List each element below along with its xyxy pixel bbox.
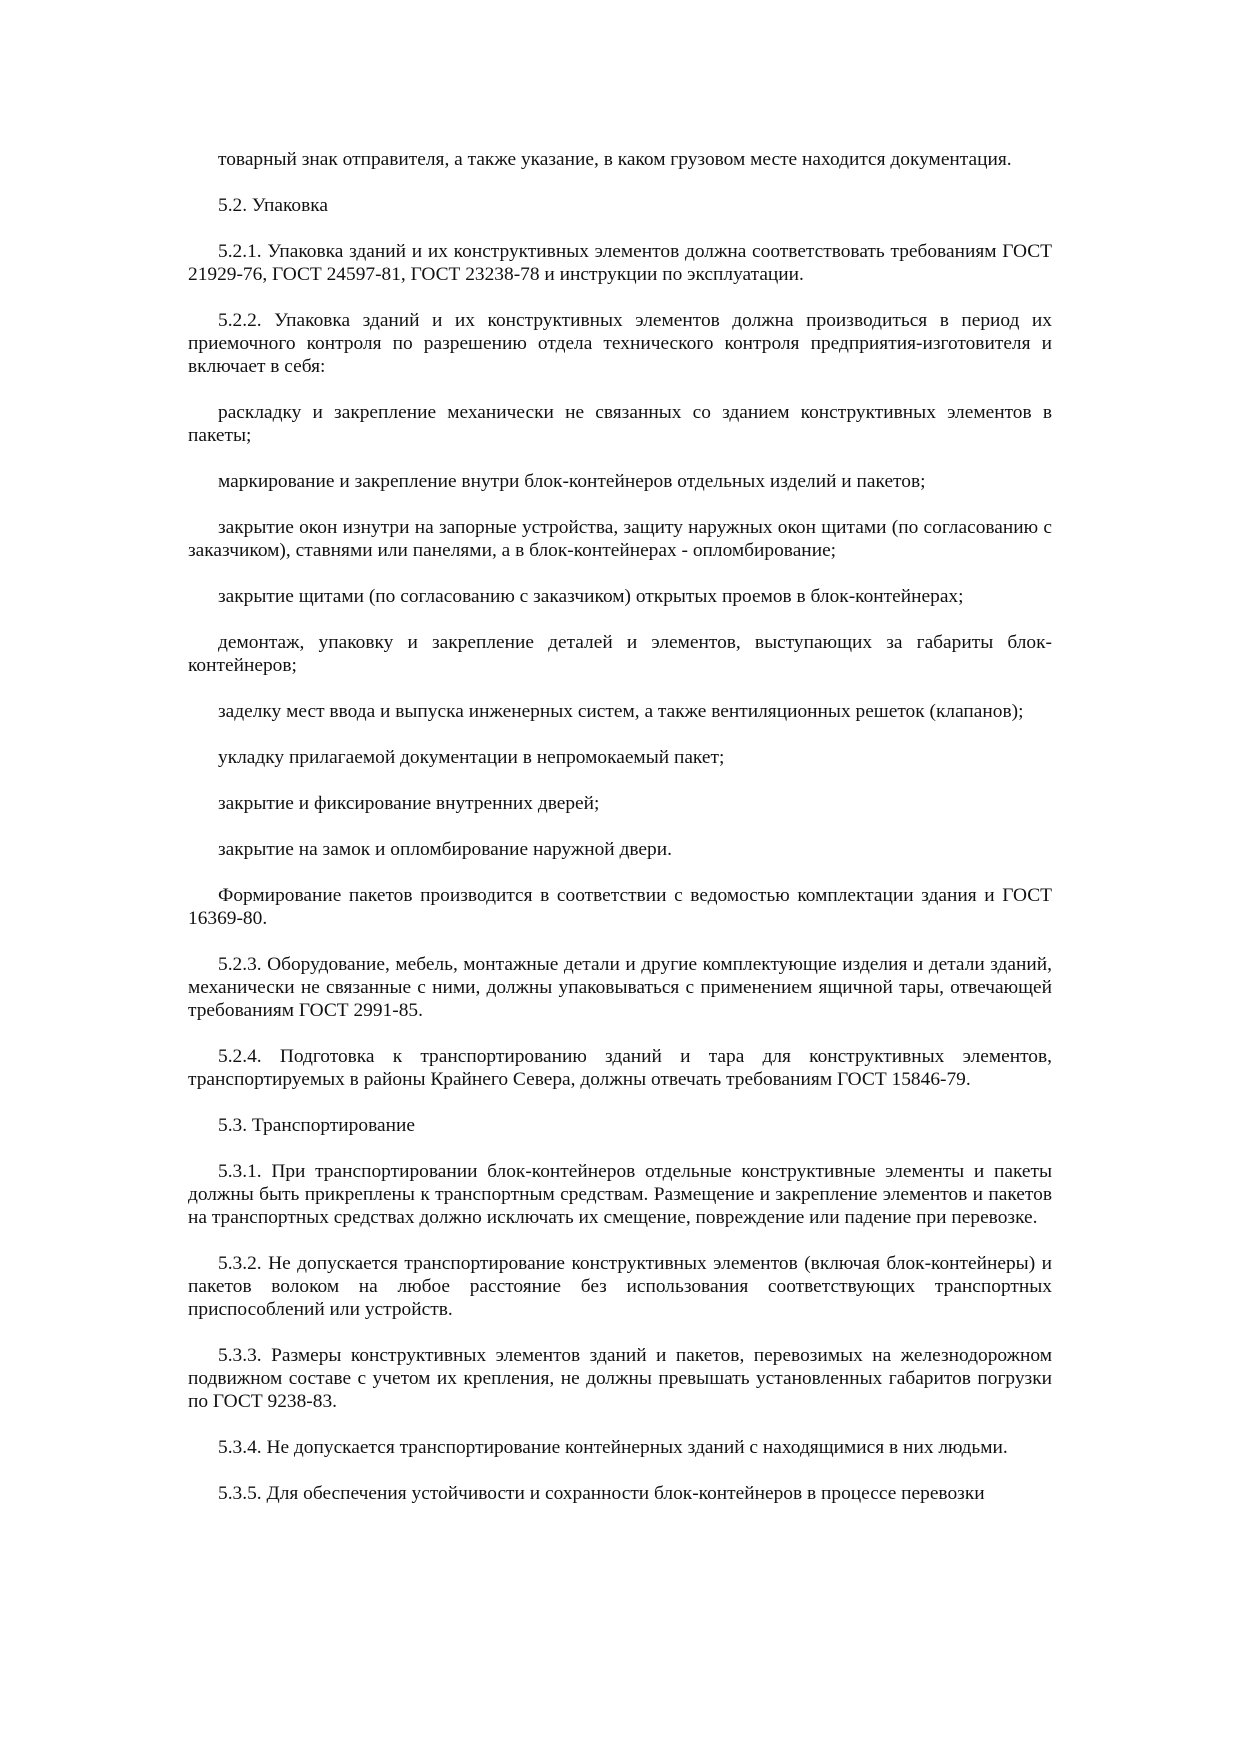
- paragraph-5-3-3: 5.3.3. Размеры конструктивных элементов зданий и пакетов, перевозимых на железнодорожном подвижном составе с учетом их крепления, не должны превышать установленных габаритов погрузки по ГОСТ 9238-83.: [188, 1345, 1052, 1412]
- paragraph-5-3-2: 5.3.2. Не допускается транспортирование конструктивных элементов (включая блок-контейнеры) и пакетов волоком на любое расстояние без использования соответствующих транспортных приспособлений или устройств.: [188, 1253, 1052, 1320]
- paragraph-5-2-2: 5.2.2. Упаковка зданий и их конструктивных элементов должна производиться в период их приемочного контроля по разрешению отдела технического контроля предприятия-изготовителя и включает в себя:: [188, 310, 1052, 377]
- list-item: закрытие на замок и опломбирование наружной двери.: [218, 839, 672, 860]
- paragraph-5-3-4: 5.3.4. Не допускается транспортирование контейнерных зданий с находящимися в них людьми.: [218, 1437, 1008, 1458]
- paragraph-packet-forming: Формирование пакетов производится в соответствии с ведомостью комплектации здания и ГОСТ 16369-80.: [188, 885, 1052, 929]
- list-item: маркирование и закрепление внутри блок-контейнеров отдельных изделий и пакетов;: [218, 471, 926, 492]
- list-item: закрытие и фиксирование внутренних дверей;: [218, 793, 600, 814]
- paragraph-5-2-4: 5.2.4. Подготовка к транспортированию зданий и тара для конструктивных элементов, транспортируемых в районы Крайнего Севера, должны отвечать требованиям ГОСТ 15846-79.: [188, 1046, 1052, 1090]
- list-item: заделку мест ввода и выпуска инженерных систем, а также вентиляционных решеток (клапанов);: [218, 701, 1024, 722]
- list-item: демонтаж, упаковку и закрепление деталей и элементов, выступающих за габариты блок-контейнеров;: [188, 632, 1052, 676]
- list-item: раскладку и закрепление механически не связанных со зданием конструктивных элементов в пакеты;: [188, 402, 1052, 446]
- list-item: закрытие окон изнутри на запорные устройства, защиту наружных окон щитами (по согласованию с заказчиком), ставнями или панелями, а в блок-контейнерах - опломбирование;: [188, 517, 1052, 561]
- section-heading-5-3: 5.3. Транспортирование: [218, 1115, 415, 1136]
- paragraph-5-2-1: 5.2.1. Упаковка зданий и их конструктивных элементов должна соответствовать требованиям ГОСТ 21929-76, ГОСТ 24597-81, ГОСТ 23238-78 и инструкции по эксплуатации.: [188, 241, 1052, 285]
- list-item: укладку прилагаемой документации в непромокаемый пакет;: [218, 747, 725, 768]
- paragraph-5-3-5: 5.3.5. Для обеспечения устойчивости и сохранности блок-контейнеров в процессе перевозки: [218, 1483, 985, 1504]
- paragraph-5-3-1: 5.3.1. При транспортировании блок-контейнеров отдельные конструктивные элементы и пакеты должны быть прикреплены к транспортным средствам. Размещение и закрепление элементов и пакетов на транспортных средствах должно исключать их смещение, повреждение или падение при перевозке.: [188, 1161, 1052, 1228]
- document-body: [188, 148, 1052, 1505]
- paragraph-continuation: товарный знак отправителя, а также указание, в каком грузовом месте находится документация.: [218, 149, 1012, 170]
- list-item: закрытие щитами (по согласованию с заказчиком) открытых проемов в блок-контейнерах;: [218, 586, 964, 607]
- paragraph-5-2-3: 5.2.3. Оборудование, мебель, монтажные детали и другие комплектующие изделия и детали зданий, механически не связанные с ними, должны упаковываться с применением ящичной тары, отвечающей требованиям ГОСТ 2991-85.: [188, 954, 1052, 1021]
- section-heading-5-2: 5.2. Упаковка: [218, 195, 328, 216]
